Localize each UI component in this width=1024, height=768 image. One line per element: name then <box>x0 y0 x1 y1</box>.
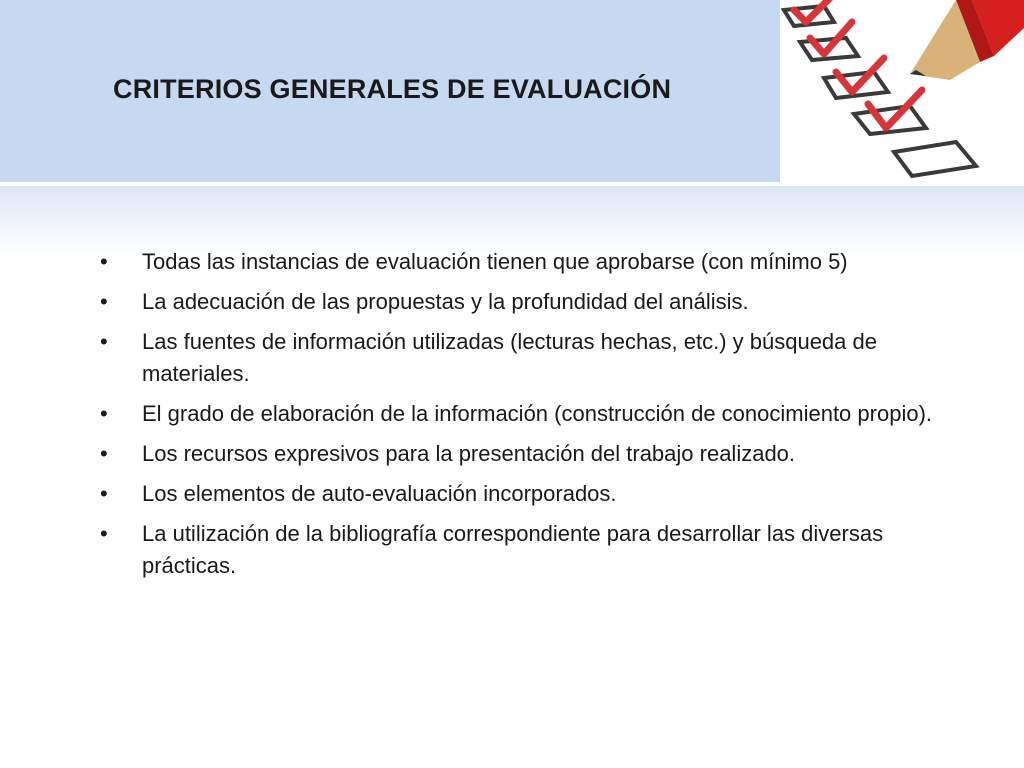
criteria-list <box>100 246 940 590</box>
list-item <box>100 326 940 390</box>
list-item <box>100 246 940 278</box>
list-item-text: La utilización de la bibliografía correspondiente para desarrollar las diversas prácticas. <box>142 521 884 578</box>
list-item <box>100 478 940 510</box>
bullet-icon: • <box>100 481 108 506</box>
list-item-text: Los elementos de auto-evaluación incorporados. <box>142 481 617 506</box>
list-item <box>100 286 940 318</box>
list-item <box>100 398 940 430</box>
bullet-icon: • <box>100 441 108 466</box>
slide-title: CRITERIOS GENERALES DE EVALUACIÓN <box>113 74 672 104</box>
list-item <box>100 438 940 470</box>
bullet-icon: • <box>100 289 108 314</box>
bullet-icon: • <box>100 401 108 426</box>
list-item-text: Todas las instancias de evaluación tienen que aprobarse (con mínimo 5) <box>142 249 848 274</box>
checklist-pencil-image <box>780 0 1024 182</box>
list-item <box>100 518 940 582</box>
checkbox-5 <box>894 142 976 176</box>
list-item-text: El grado de elaboración de la información (construcción de conocimiento propio). <box>142 401 933 426</box>
bullet-icon: • <box>100 249 108 274</box>
list-item-text: Los recursos expresivos para la presentación del trabajo realizado. <box>142 441 796 466</box>
bullet-icon: • <box>100 521 108 546</box>
checklist-icon <box>780 0 1024 182</box>
list-item-text: Las fuentes de información utilizadas (lecturas hechas, etc.) y búsqueda de materiales. <box>142 329 877 386</box>
list-item-text: La adecuación de las propuestas y la profundidad del análisis. <box>142 289 749 314</box>
pencil-icon <box>910 0 1024 80</box>
bullet-icon: • <box>100 329 108 354</box>
